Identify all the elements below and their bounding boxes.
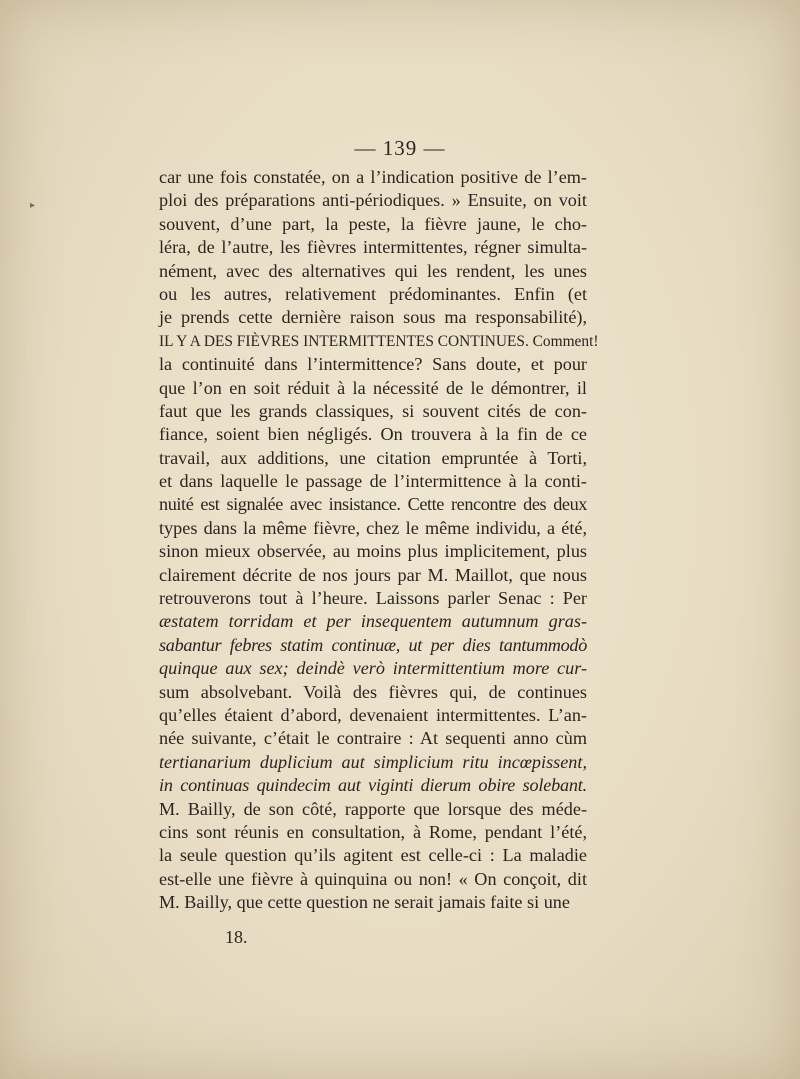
text-line: faut que les grands classiques, si souvent cités de con- — [159, 400, 587, 421]
text-line: est-elle une fièvre à quinquina ou non! « On conçoit, dit — [159, 868, 587, 889]
text-line: types dans la même fièvre, chez le même individu, a été, — [159, 517, 587, 538]
text-line: nuité est signalée avec insistance. Cette rencontre des deux — [159, 494, 587, 515]
text-line: ploi des préparations anti-périodiques. » Ensuite, on voit — [159, 190, 587, 211]
text-line: sinon mieux observée, au moins plus implicitement, plus — [159, 541, 587, 562]
text-line: souvent, d’une part, la peste, la fièvre jaune, le cho- — [159, 213, 587, 234]
text-line: née suivante, c’était le contraire : At sequenti anno cùm — [159, 728, 587, 749]
text-line: M. Bailly, de son côté, rapporte que lorsque des méde- — [159, 798, 587, 819]
text-line-italic: quinque aux sex; deindè verò intermittentium more cur- — [159, 658, 587, 679]
text-line: et dans laquelle le passage de l’intermittence à la conti- — [159, 471, 587, 492]
text-line: la continuité dans l’intermittence? Sans doute, et pour — [159, 354, 587, 375]
text-line: fiance, soient bien négligés. On trouvera à la fin de ce — [159, 424, 587, 445]
text-line-italic: in continuas quindecim aut viginti dierum obire solebant. — [159, 775, 587, 796]
text-line: car une fois constatée, on a l’indication positive de l’em- — [159, 167, 587, 187]
text-line: léra, de l’autre, les fièvres intermittentes, régner simulta- — [159, 237, 587, 258]
text-line: je prends cette dernière raison sous ma responsabilité), — [159, 307, 587, 328]
text-line-italic: tertianarium duplicium aut simplicium ritu incœpissent, — [159, 751, 587, 772]
text-line-smallcaps: IL Y A DES FIÈVRES INTERMITTENTES CONTINUES. Comment! — [159, 332, 599, 350]
text-line: M. Bailly, que cette question ne serait jamais faite si une — [159, 892, 570, 913]
text-line-italic: æstatem torridam et per insequentem autumnum gras- — [159, 611, 587, 632]
body-text — [159, 166, 599, 915]
text-line: la seule question qu’ils agitent est celle-ci : La maladie — [159, 845, 587, 866]
text-line: qu’elles étaient d’abord, devenaient intermittentes. L’an- — [159, 704, 587, 725]
margin-mark-icon: ▸ — [30, 200, 36, 211]
text-line: retrouverons tout à l’heure. Laissons parler Senac : Per — [159, 588, 587, 609]
text-line: que l’on en soit réduit à la nécessité de le démontrer, il — [159, 377, 587, 398]
text-line: travail, aux additions, une citation empruntée à Torti, — [159, 447, 587, 468]
text-line: sum absolvebant. Voilà des fièvres qui, de continues — [159, 681, 587, 702]
text-line: nément, avec des alternatives qui les rendent, les unes — [159, 260, 587, 281]
text-line-italic: sabantur febres statim continuæ, ut per dies tantummodò — [159, 634, 587, 655]
text-line: cins sont réunis en consultation, à Rome, pendant l’été, — [159, 821, 587, 842]
page-number-header: — 139 — — [354, 136, 446, 160]
signature-mark: 18. — [225, 927, 248, 947]
text-line: ou les autres, relativement prédominantes. Enfin (et — [159, 283, 587, 304]
text-line: clairement décrite de nos jours par M. Maillot, que nous — [159, 564, 587, 585]
